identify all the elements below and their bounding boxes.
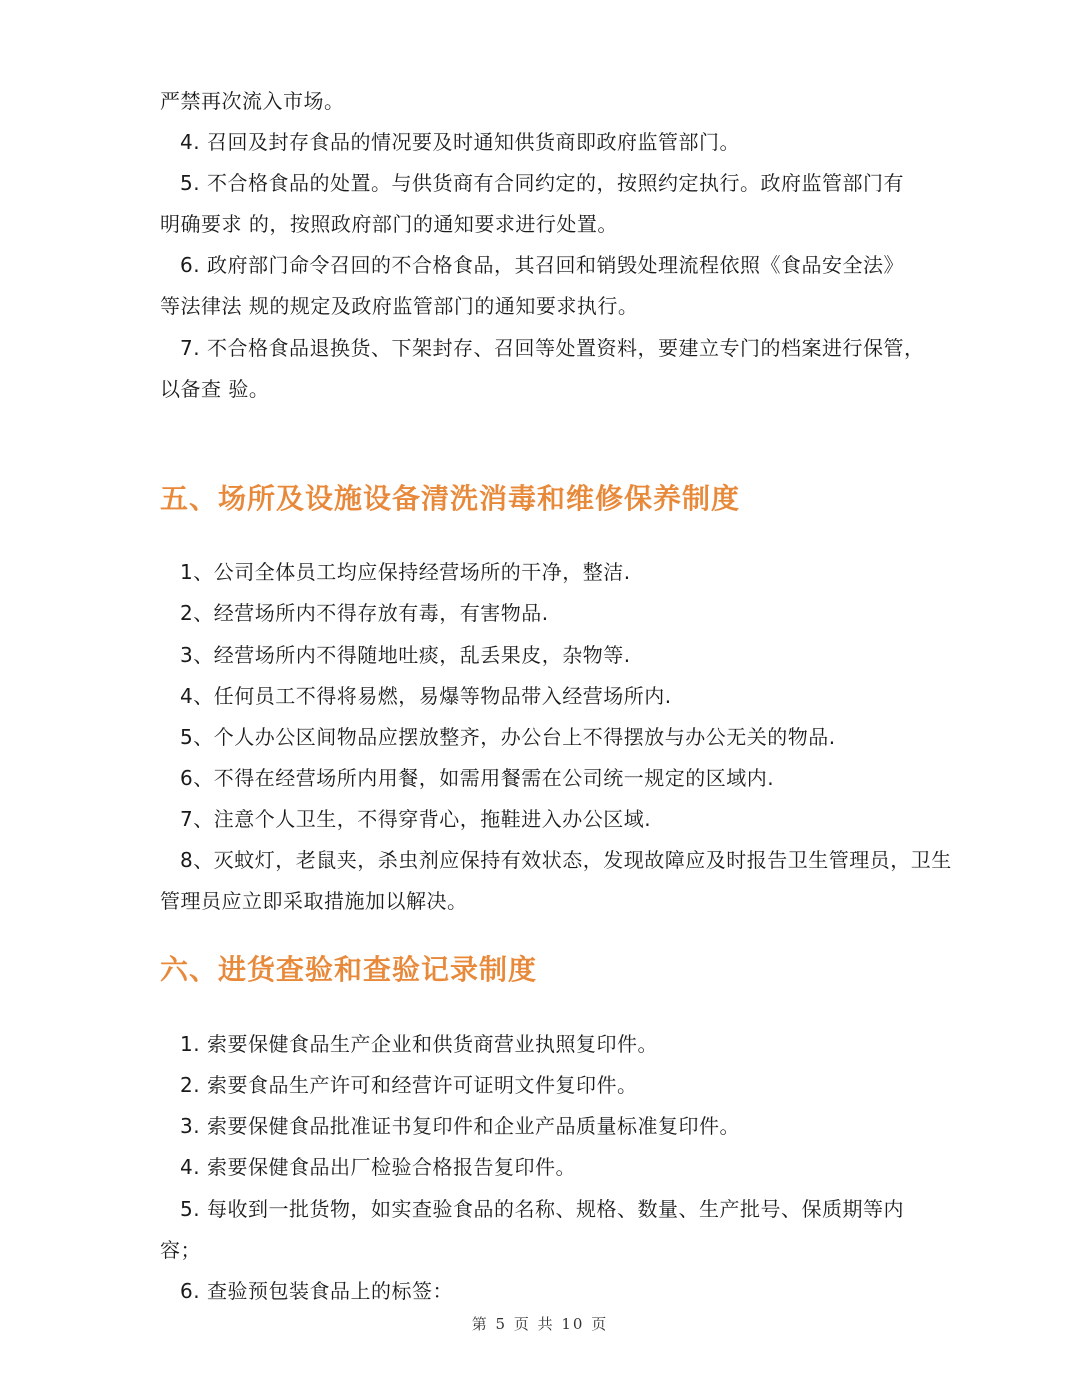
list-item-continuation: 以备查 验。	[160, 377, 270, 401]
list-item-continuation: 明确要求 的，按照政府部门的通知要求进行处置。	[160, 212, 618, 236]
list-item: 4. 索要保健食品出厂检验合格报告复印件。	[180, 1155, 576, 1179]
list-item: 7、注意个人卫生，不得穿背心，拖鞋进入办公区域.	[180, 807, 652, 831]
list-item: 3、经营场所内不得随地吐痰，乱丢果皮，杂物等.	[180, 643, 631, 667]
list-item: 4、任何员工不得将易燃，易爆等物品带入经营场所内.	[180, 684, 672, 708]
list-item: 4. 召回及封存食品的情况要及时通知供货商即政府监管部门。	[180, 130, 740, 154]
list-item: 1、公司全体员工均应保持经营场所的干净，整洁.	[180, 560, 631, 584]
list-item: 2、经营场所内不得存放有毒，有害物品.	[180, 601, 549, 625]
list-item: 6、不得在经营场所内用餐，如需用餐需在公司统一规定的区域内.	[180, 766, 775, 790]
list-item: 3. 索要保健食品批准证书复印件和企业产品质量标准复印件。	[180, 1114, 740, 1138]
list-item-continuation: 容；	[160, 1238, 201, 1262]
list-item-continuation: 管理员应立即采取措施加以解决。	[160, 889, 468, 913]
list-item: 8、灭蚊灯，老鼠夹，杀虫剂应保持有效状态，发现故障应及时报告卫生管理员，卫生	[180, 848, 952, 872]
list-item: 1. 索要保健食品生产企业和供货商营业执照复印件。	[180, 1032, 658, 1056]
list-item: 7. 不合格食品退换货、下架封存、召回等处置资料，要建立专门的档案进行保管，	[180, 336, 925, 360]
list-item: 5. 每收到一批货物，如实查验食品的名称、规格、数量、生产批号、保质期等内	[180, 1197, 904, 1221]
page-number-footer: 第 5 页 共 10 页	[471, 1315, 609, 1333]
paragraph-line: 严禁再次流入市场。	[160, 89, 345, 113]
section-heading: 六、进货查验和查验记录制度	[160, 953, 538, 986]
list-item: 5、个人办公区间物品应摆放整齐，办公台上不得摆放与办公无关的物品.	[180, 725, 836, 749]
list-item: 6. 政府部门命令召回的不合格食品，其召回和销毁处理流程依照《食品安全法》	[180, 253, 904, 277]
list-item: 2. 索要食品生产许可和经营许可证明文件复印件。	[180, 1073, 638, 1097]
list-item-continuation: 等法律法 规的规定及政府监管部门的通知要求执行。	[160, 294, 639, 318]
list-item: 5. 不合格食品的处置。与供货商有合同约定的，按照约定执行。政府监管部门有	[180, 171, 904, 195]
list-item: 6. 查验预包装食品上的标签：	[180, 1279, 453, 1303]
section-heading: 五、场所及设施设备清洗消毒和维修保养制度	[160, 482, 741, 515]
